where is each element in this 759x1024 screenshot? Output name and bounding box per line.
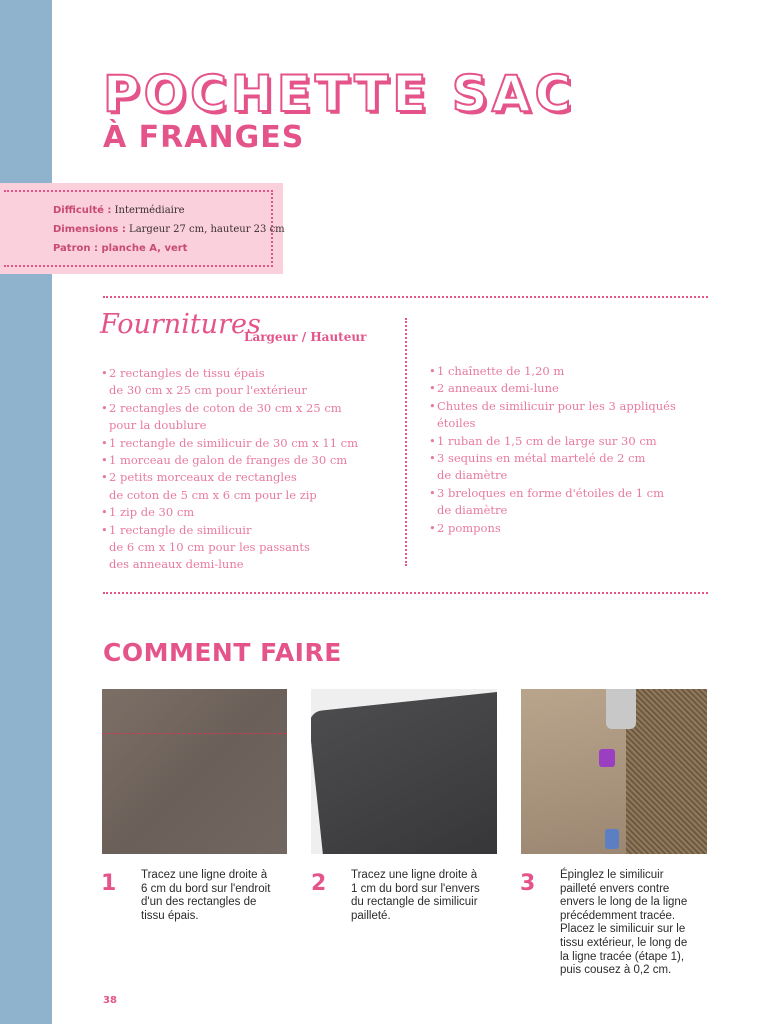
difficulty-label: Difficulté : — [53, 205, 112, 216]
list-item: •1 chaînette de 1,20 m — [429, 364, 565, 378]
list-item: de 30 cm x 25 cm pour l'extérieur — [109, 383, 307, 398]
column-divider — [405, 318, 407, 566]
list-item: •2 anneaux demi-lune — [429, 381, 559, 396]
sewing-clip — [599, 749, 615, 767]
step-3-photo — [521, 689, 707, 854]
list-item: •3 breloques en forme d'étoiles de 1 cm — [429, 485, 665, 500]
step-3-text: Épinglez le similicuir pailleté envers contre envers le long de la ligne précédemment tracée. Placez le similicuir sur le tissu extérieur, le long de la ligne tracée (étape 1), puis cousez à 0,2 cm. — [560, 869, 688, 977]
step-1-number: 1 — [101, 871, 117, 896]
list-item: •3 sequins en métal martelé de 2 cm — [429, 451, 646, 466]
step-3-number: 3 — [520, 871, 536, 896]
list-item: de coton de 5 cm x 6 cm pour le zip — [109, 487, 317, 502]
step-2-number: 2 — [311, 871, 327, 896]
step-1-photo — [102, 689, 287, 854]
dimensions-value: Largeur 27 cm, hauteur 23 cm — [129, 224, 285, 235]
page-number: 38 — [103, 995, 117, 1006]
list-item: •2 pompons — [429, 520, 501, 535]
list-item: pour la doublure — [109, 418, 207, 433]
page-title: POCHETTE SAC — [103, 65, 576, 123]
list-item: de diamètre — [437, 503, 508, 518]
info-box-border-top — [4, 190, 273, 192]
list-item: •1 morceau de galon de franges de 30 cm — [101, 453, 348, 468]
glitter-fabric — [626, 689, 707, 854]
list-item: de 6 cm x 10 cm pour les passants — [109, 540, 310, 555]
list-item: de diamètre — [437, 468, 508, 483]
list-item: •1 rectangle de similicuir de 30 cm x 11 cm — [101, 435, 359, 450]
supplies-list-right — [429, 363, 676, 537]
list-item: des anneaux demi-lune — [109, 557, 244, 572]
supplies-subheading: Largeur / Hauteur — [244, 330, 367, 344]
dimensions-row — [53, 224, 285, 235]
supplies-heading: Fournitures — [100, 309, 261, 340]
step-1-text: Tracez une ligne droite à 6 cm du bord sur l'endroit d'un des rectangles de tissu épais. — [141, 869, 271, 922]
list-item: •2 rectangles de tissu épais — [101, 366, 265, 380]
divider-bottom — [103, 592, 708, 594]
page-subtitle: À FRANGES — [103, 120, 305, 155]
faux-leather-fabric — [311, 691, 497, 854]
sewing-clip — [605, 829, 619, 849]
how-to-heading: COMMENT FAIRE — [103, 638, 342, 667]
pattern-row — [53, 243, 187, 254]
step-2-photo — [311, 689, 497, 854]
list-item: •Chutes de similicuir pour les 3 appliqués — [429, 398, 676, 413]
info-box — [0, 183, 283, 274]
step-2-text: Tracez une ligne droite à 1 cm du bord sur l'envers du rectangle de similicuir pailleté. — [351, 869, 480, 922]
supplies-list-left — [101, 365, 358, 574]
list-item: •2 petits morceaux de rectangles — [101, 470, 297, 485]
list-item: •1 rectangle de similicuir — [101, 522, 252, 537]
traced-line — [102, 733, 287, 734]
difficulty-value: Intermédiaire — [114, 205, 185, 216]
list-item: •1 ruban de 1,5 cm de large sur 30 cm — [429, 433, 657, 448]
left-color-band — [0, 0, 52, 1024]
list-item: étoiles — [437, 416, 476, 431]
difficulty-row — [53, 205, 185, 216]
list-item: •1 zip de 30 cm — [101, 505, 195, 520]
divider-top — [103, 296, 708, 298]
dimensions-label: Dimensions : — [53, 224, 126, 235]
pattern-label: Patron : planche A, vert — [53, 243, 188, 254]
list-item: •2 rectangles de coton de 30 cm x 25 cm — [101, 400, 342, 415]
presser-foot — [606, 689, 636, 729]
info-box-border-bottom — [4, 265, 273, 267]
